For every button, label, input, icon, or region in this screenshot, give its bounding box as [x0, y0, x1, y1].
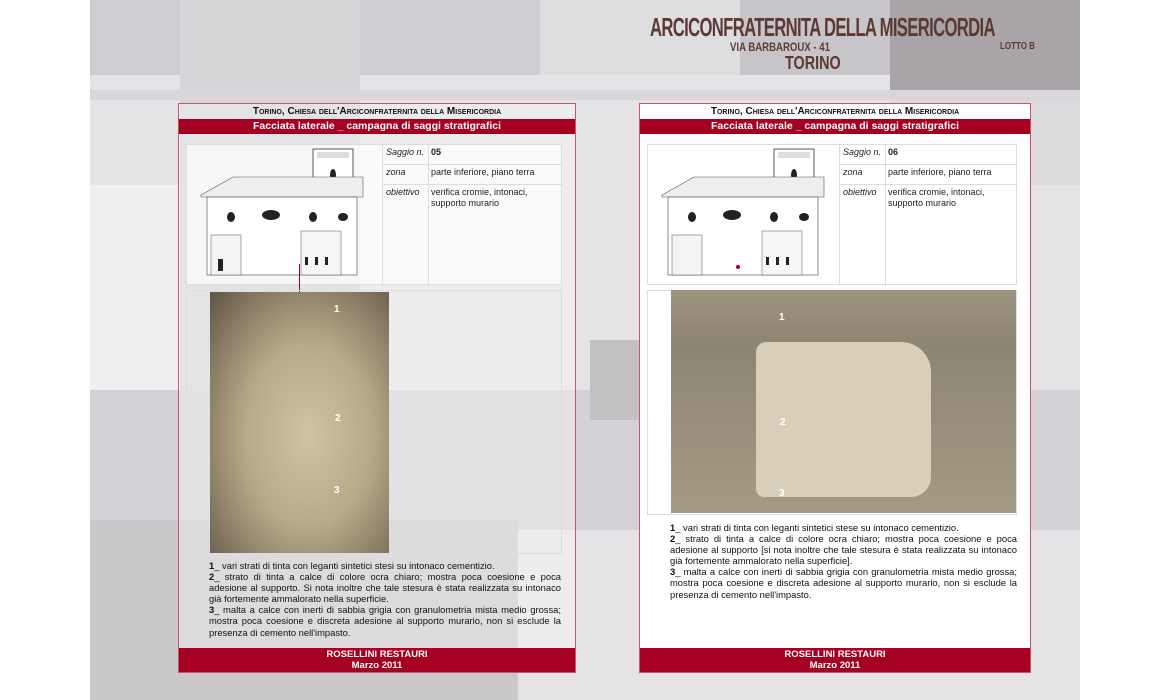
saggio-label: Saggio n.: [843, 147, 882, 157]
marker-1: 1: [334, 304, 340, 315]
info-table: [382, 145, 563, 284]
saggio-number: 06: [888, 147, 899, 157]
church-elevation-drawing: [193, 147, 375, 281]
note-text: _ malta a calce con inerti di sabbia grigia con granulometria mista medio grossa; mostra poca coesione e discreta adesione al supporto murario, non si esclude la presenza di cemento nell'impasto.: [209, 604, 561, 638]
note-text: _ strato di tinta a calce di colore ocra chiaro; mostra poca coesione e poca adesione al supporto [si nota inoltre che tale stesura è stata realizzata su intonaco già fortemente ammalorato nella superficie].: [670, 533, 1017, 567]
marker-2: 2: [780, 417, 786, 428]
sheet-subtitle: Facciata laterale _ campagna di saggi stratigrafici: [640, 119, 1030, 134]
project-lot: LOTTO B: [1000, 41, 1035, 52]
note-number: 1: [670, 522, 676, 533]
note-number: 1: [209, 560, 215, 571]
note-number: 2: [209, 571, 215, 583]
obiettivo-label: obiettivo: [386, 187, 420, 197]
sheet-saggio-06: [639, 103, 1031, 673]
obiettivo-label: obiettivo: [843, 187, 877, 197]
zona-label: zona: [843, 167, 863, 177]
marker-1: 1: [779, 312, 785, 323]
saggio-number: 05: [431, 147, 442, 157]
marker-2: 2: [335, 413, 341, 424]
note-text: _ vari strati di tinta con leganti sintetici stese su intonaco cementizio.: [675, 522, 959, 533]
project-address: VIA BARBAROUX - 41: [730, 40, 830, 54]
sheet-footer: [640, 648, 1030, 672]
footer-company: ROSELLINI RESTAURI: [784, 649, 886, 660]
sheet-subtitle: Facciata laterale _ campagna di saggi stratigrafici: [179, 119, 575, 134]
project-city: TORINO: [785, 53, 841, 73]
footer-date: Marzo 2011: [351, 660, 403, 671]
note-text: _ malta a calce con inerti di sabbia grigia con granulometria mista medio grossa; mostra poca coesione e discreta adesione al supporto murario, non si esclude la presenza di cemento nell'impasto.: [670, 566, 1017, 600]
sheet-footer: [179, 648, 575, 672]
obiettivo-value: verifica cromie, intonaci, supporto murario: [888, 187, 985, 208]
sheet-saggio-05: [178, 103, 576, 673]
note-number: 3: [209, 604, 215, 616]
saggio-label: Saggio n.: [386, 147, 425, 157]
zona-label: zona: [386, 167, 406, 177]
footer-company: ROSELLINI RESTAURI: [326, 649, 428, 660]
info-box: [186, 144, 562, 285]
description-notes: [670, 522, 1017, 600]
note-text: _ vari strati di tinta con leganti sintetici stesi su intonaco cementizio.: [214, 560, 495, 571]
footer-date: Marzo 2011: [809, 660, 861, 671]
church-elevation-drawing: [654, 147, 836, 281]
description-notes: [209, 560, 561, 638]
info-table: [839, 145, 1018, 284]
marker-3: 3: [334, 485, 340, 496]
note-number: 3: [670, 566, 676, 578]
saggio-photo: [210, 292, 389, 553]
project-title: ARCICONFRATERNITA DELLA MISERICORDIA: [650, 12, 995, 42]
sheet-title: Torino, Chiesa dell'Arciconfraternita della Misericordia: [252, 106, 502, 117]
zona-value: parte inferiore, piano terra: [431, 167, 535, 177]
note-number: 2: [670, 533, 676, 545]
sheet-title: Torino, Chiesa dell'Arciconfraternita della Misericordia: [710, 106, 960, 117]
marker-line: [299, 264, 300, 292]
info-box: [647, 144, 1017, 285]
marker-3: 3: [779, 488, 785, 499]
zona-value: parte inferiore, piano terra: [888, 167, 992, 177]
note-text: _ strato di tinta a calce di colore ocra chiaro; mostra poca coesione e poca adesione al supporto. Si nota inoltre che tale stesura è stata realizzata su intonaco già fortemente ammalorato nella superficie.: [209, 571, 561, 605]
obiettivo-value: verifica cromie, intonaci, supporto murario: [431, 187, 528, 208]
saggio-photo: [671, 290, 1016, 513]
project-header: [640, 14, 1050, 74]
